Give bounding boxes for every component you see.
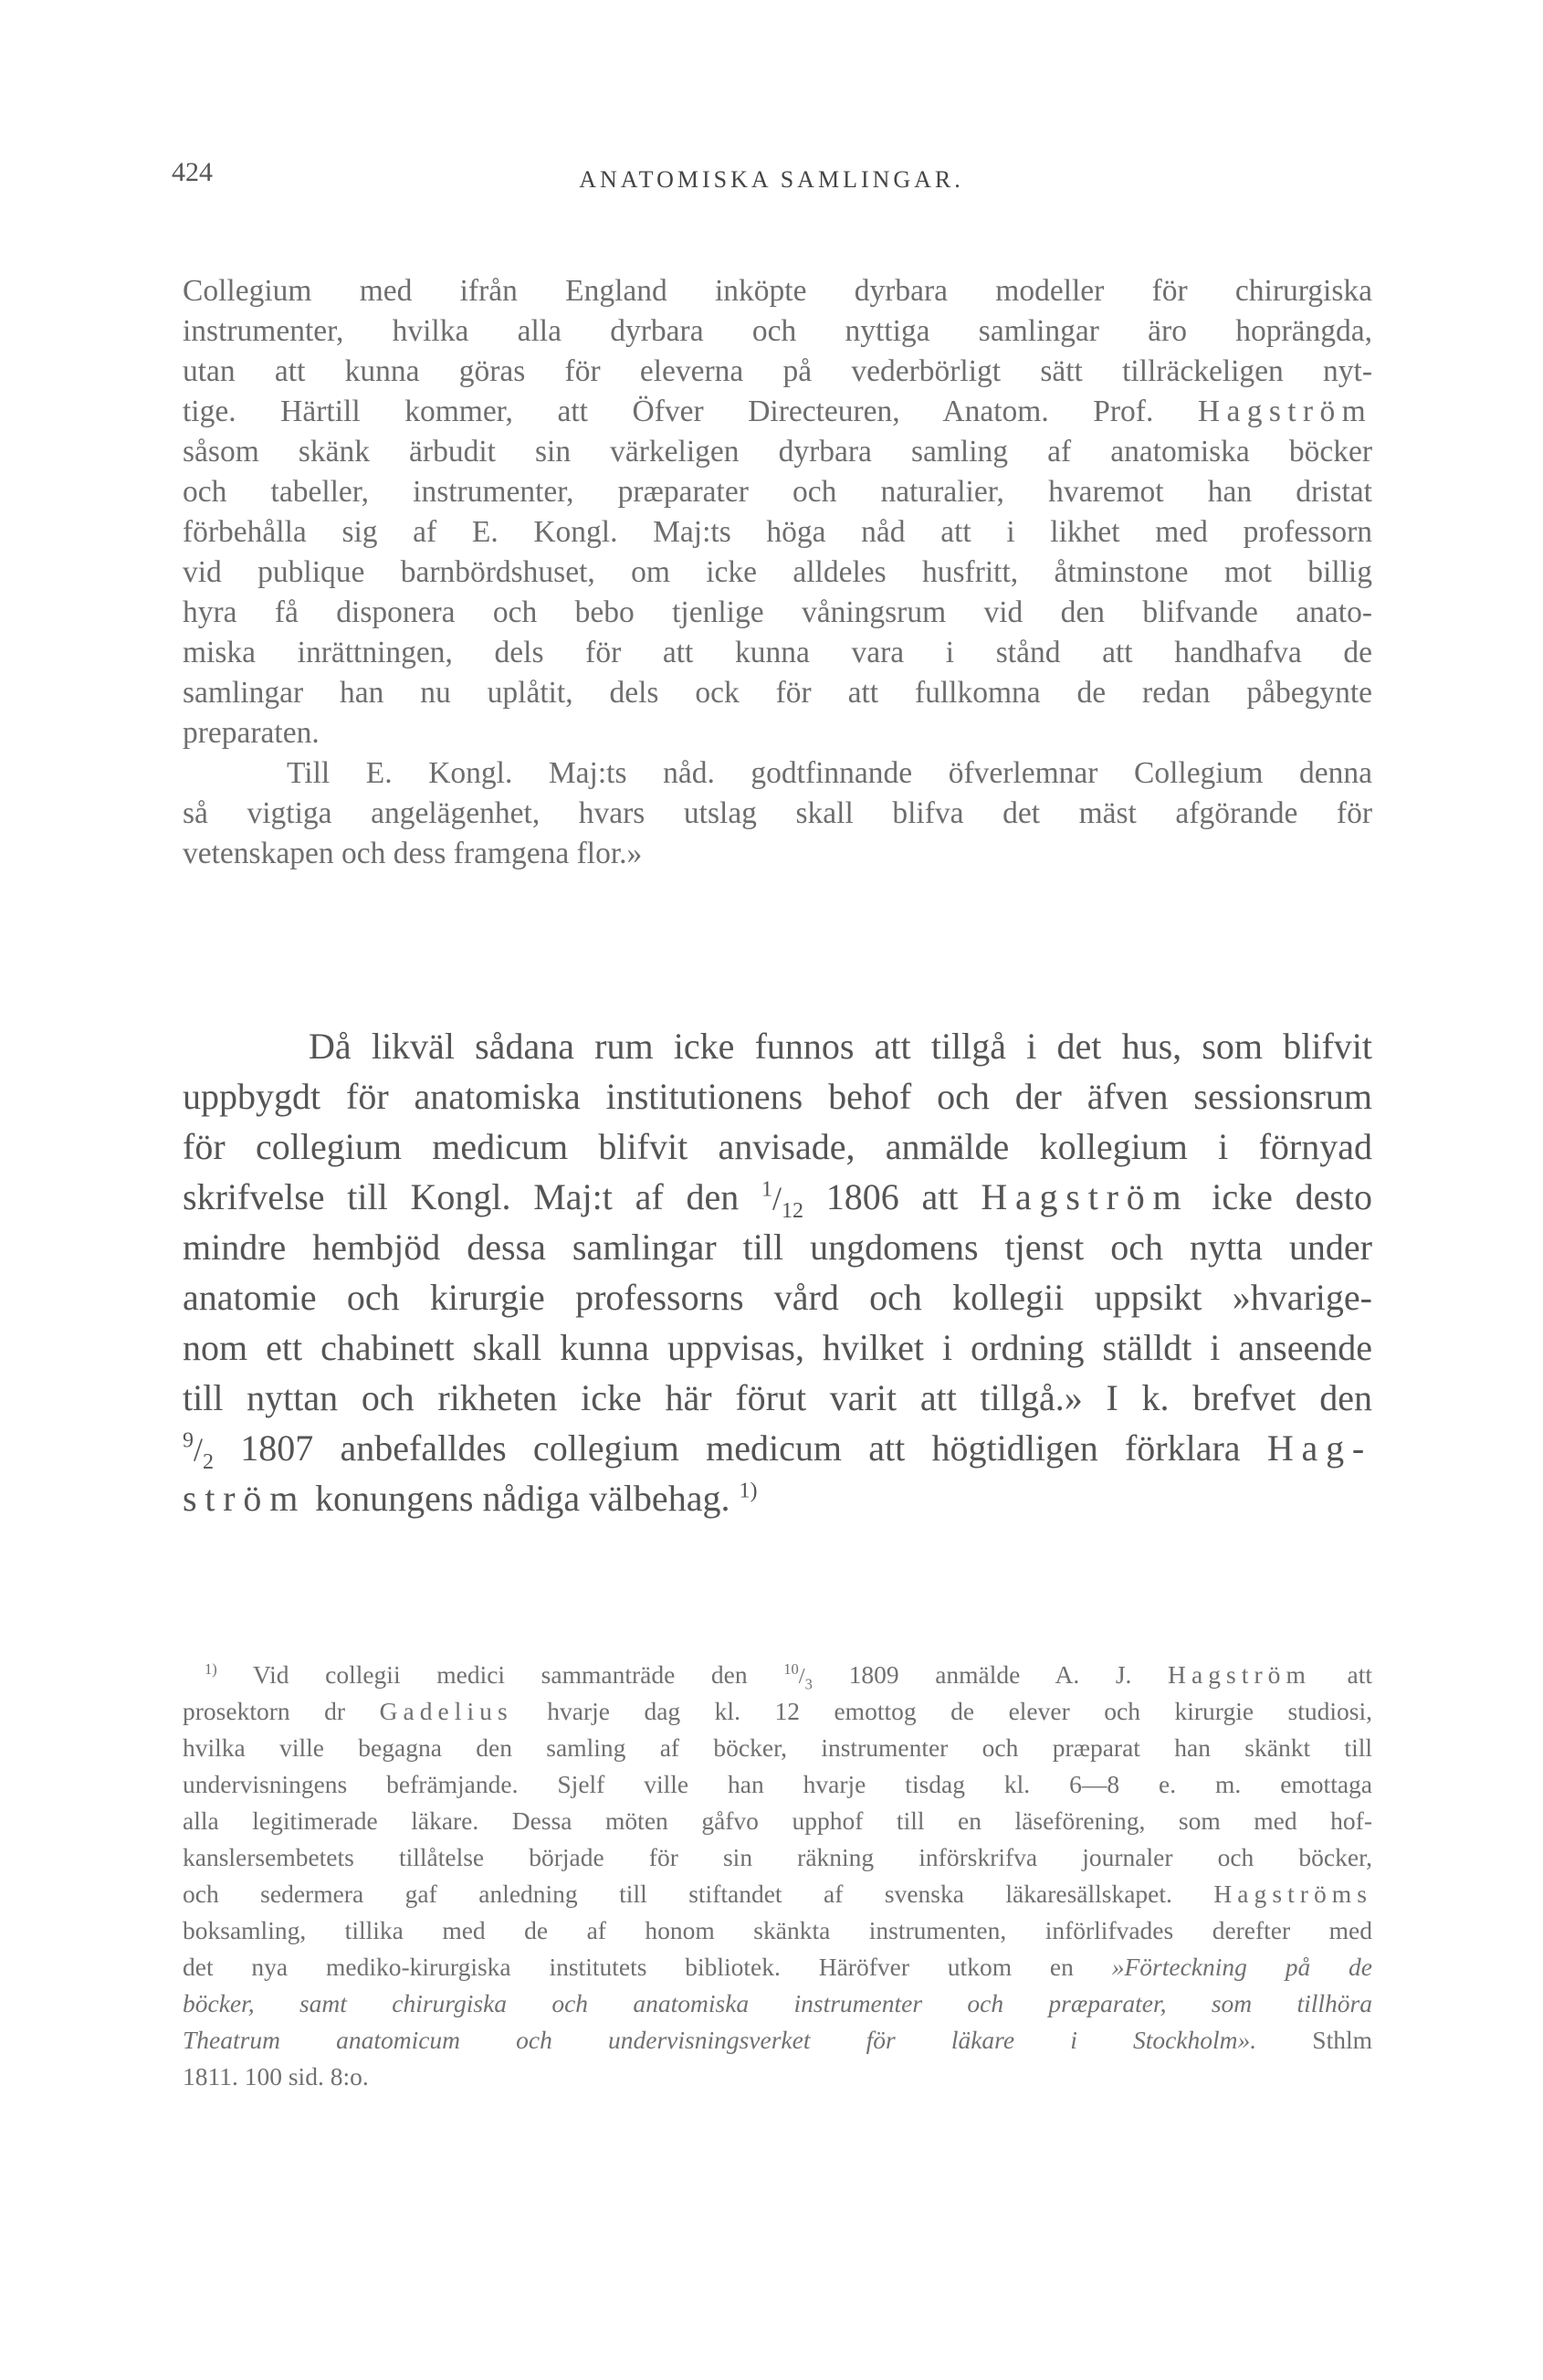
body-line: nom ett chabinett skall kunna uppvisas, hvilket i ordning ställdt i anseende bbox=[183, 1327, 1372, 1368]
footnote-line bbox=[183, 2026, 1372, 2055]
footnote-line: boksamling, tillika med de af honom skänkta instrumenten, införlifvades derefter med bbox=[183, 1916, 1372, 1944]
footnote-line bbox=[183, 1953, 1372, 1982]
footnote-text: Vid collegii medici sammanträde den bbox=[252, 1660, 748, 1689]
quote-line: så vigtiga angelägenhet, hvars utslag skall blifva det mäst afgörande för bbox=[183, 796, 1372, 830]
running-title: ANATOMISKA SAMLINGAR. bbox=[579, 166, 964, 193]
quote-line: Till E. Kongl. Maj:ts nåd. godtfinnande öfverlemnar Collegium denna bbox=[287, 756, 1372, 790]
footnote-text: och sedermera gaf anledning till stiftandet af svenska läkaresällskapet. bbox=[183, 1880, 1172, 1908]
body-line bbox=[183, 1175, 1373, 1223]
body-text: 1806 att bbox=[825, 1176, 959, 1217]
person-name: Gadelius bbox=[379, 1697, 513, 1725]
body-text: konungens nådiga välbehag. bbox=[315, 1478, 730, 1519]
quote-line: hyra få disponera och bebo tjenlige våningsrum vid den blifvande anato- bbox=[183, 595, 1372, 629]
body-line bbox=[183, 1427, 1372, 1474]
person-name: Hagström bbox=[1197, 395, 1373, 428]
quote-line: såsom skänk ärbudit sin värkeligen dyrbara samling af anatomiska böcker bbox=[183, 435, 1372, 469]
body-text: skrifvelse till Kongl. Maj:t af den bbox=[183, 1176, 740, 1217]
quote-line: instrumenter, hvilka alla dyrbara och nyttiga samlingar äro hoprängda, bbox=[183, 314, 1372, 348]
body-line: mindre hembjöd dessa samlingar till ungdomens tjenst och nytta under bbox=[183, 1227, 1372, 1268]
person-name: Hagström bbox=[981, 1176, 1190, 1217]
quote-line: Collegium med ifrån England inköpte dyrbara modeller för chirurgiska bbox=[183, 274, 1372, 308]
body-line bbox=[183, 1477, 1372, 1520]
footnote-line: 1811. 100 sid. 8:o. bbox=[183, 2062, 369, 2090]
body-text: icke desto bbox=[1212, 1176, 1373, 1217]
date-fraction: $^1/_{12}$ bbox=[761, 1177, 804, 1223]
quote-line: förbehålla sig af E. Kongl. Maj:ts höga nåd att i likhet med professorn bbox=[183, 515, 1372, 549]
person-name: Hagströms bbox=[1213, 1880, 1372, 1908]
footnote-text: det nya mediko-kirurgiska institutets bibliotek. Häröfver utkom en bbox=[183, 1953, 1074, 1981]
quote-line: och tabeller, instrumenter, præparater och naturalier, hvaremot han dristat bbox=[183, 475, 1372, 509]
body-line: till nyttan och rikheten icke här förut varit att tillgå.» I k. brefvet den bbox=[183, 1377, 1372, 1418]
body-line: för collegium medicum blifvit anvisade, anmälde kollegium i förnyad bbox=[183, 1126, 1372, 1167]
footnote-line: undervisningens befrämjande. Sjelf ville han hvarje tisdag kl. 6—8 e. m. emottaga bbox=[183, 1770, 1372, 1798]
date-fraction: $^9/_2$ bbox=[183, 1428, 215, 1474]
quote-text: tige. Härtill kommer, att Öfver Directeuren, Anatom. Prof. bbox=[183, 395, 1154, 428]
footnote-line bbox=[183, 1880, 1372, 1909]
quote-line: miska inrättningen, dels för att kunna vara i stånd att handhafva de bbox=[183, 636, 1372, 669]
footnote-text: Sthlm bbox=[1312, 2026, 1372, 2054]
person-name: Hag- bbox=[1266, 1427, 1372, 1469]
body-line: anatomie och kirurgie professorns vård och kollegii uppsikt »hvarige- bbox=[183, 1277, 1372, 1318]
footnote-reference: 1) bbox=[739, 1479, 758, 1503]
quote-line: vid publique barnbördshuset, om icke alldeles husfritt, åtminstone mot billig bbox=[183, 555, 1372, 589]
body-text: 1807 anbefalldes collegium medicum att högtidligen förklara bbox=[240, 1427, 1241, 1469]
catalogue-title: »Förteckning på de bbox=[1111, 1953, 1373, 1981]
footnote-text: 1809 anmälde A. J. bbox=[848, 1660, 1132, 1689]
quote-line: utan att kunna göras för eleverna på vederbörligt sätt tillräckeligen nyt- bbox=[183, 354, 1372, 388]
footnote-line bbox=[183, 1697, 1372, 1726]
page-number: 424 bbox=[172, 157, 213, 187]
footnote-line: böcker, samt chirurgiska och anatomiska instrumenter och præparater, som tillhöra bbox=[183, 1989, 1372, 2017]
footnote-line: alla legitimerade läkare. Dessa möten gåfvo upphof till en läseförening, som med hof- bbox=[183, 1806, 1372, 1835]
person-name: ström bbox=[183, 1478, 307, 1519]
footnote-line: hvilka ville begagna den samling af böcker, instrumenter och præparat han skänkt till bbox=[183, 1733, 1372, 1762]
footnote-marker: 1) bbox=[205, 1659, 217, 1678]
catalogue-title: Theatrum anatomicum och undervisningsverket för läkare i Stockholm». bbox=[183, 2026, 1257, 2054]
quote-line: vetenskapen och dess framgena flor.» bbox=[183, 837, 643, 870]
footnote-line: kanslersembetets tillåtelse började för sin räkning införskrifva journaler och böcker, bbox=[183, 1843, 1372, 1871]
quote-line: samlingar han nu uplåtit, dels ock för att fullkomna de redan påbegynte bbox=[183, 676, 1372, 710]
body-line: uppbygdt för anatomiska institutionens behof och der äfven sessionsrum bbox=[183, 1076, 1372, 1117]
footnote-text: hvarje dag kl. 12 emottog de elever och kirurgie studiosi, bbox=[547, 1697, 1373, 1725]
quote-line bbox=[183, 395, 1372, 429]
footnote-text: att bbox=[1347, 1660, 1373, 1689]
quote-line: preparaten. bbox=[183, 716, 320, 750]
date-fraction: $^{10}/_3$ bbox=[783, 1659, 813, 1693]
person-name: Hagström bbox=[1168, 1660, 1311, 1689]
body-line: Då likväl sådana rum icke funnos att tillgå i det hus, som blifvit bbox=[309, 1026, 1372, 1067]
footnote-line bbox=[183, 1659, 1373, 1693]
footnote-text: prosektorn dr bbox=[183, 1697, 346, 1725]
